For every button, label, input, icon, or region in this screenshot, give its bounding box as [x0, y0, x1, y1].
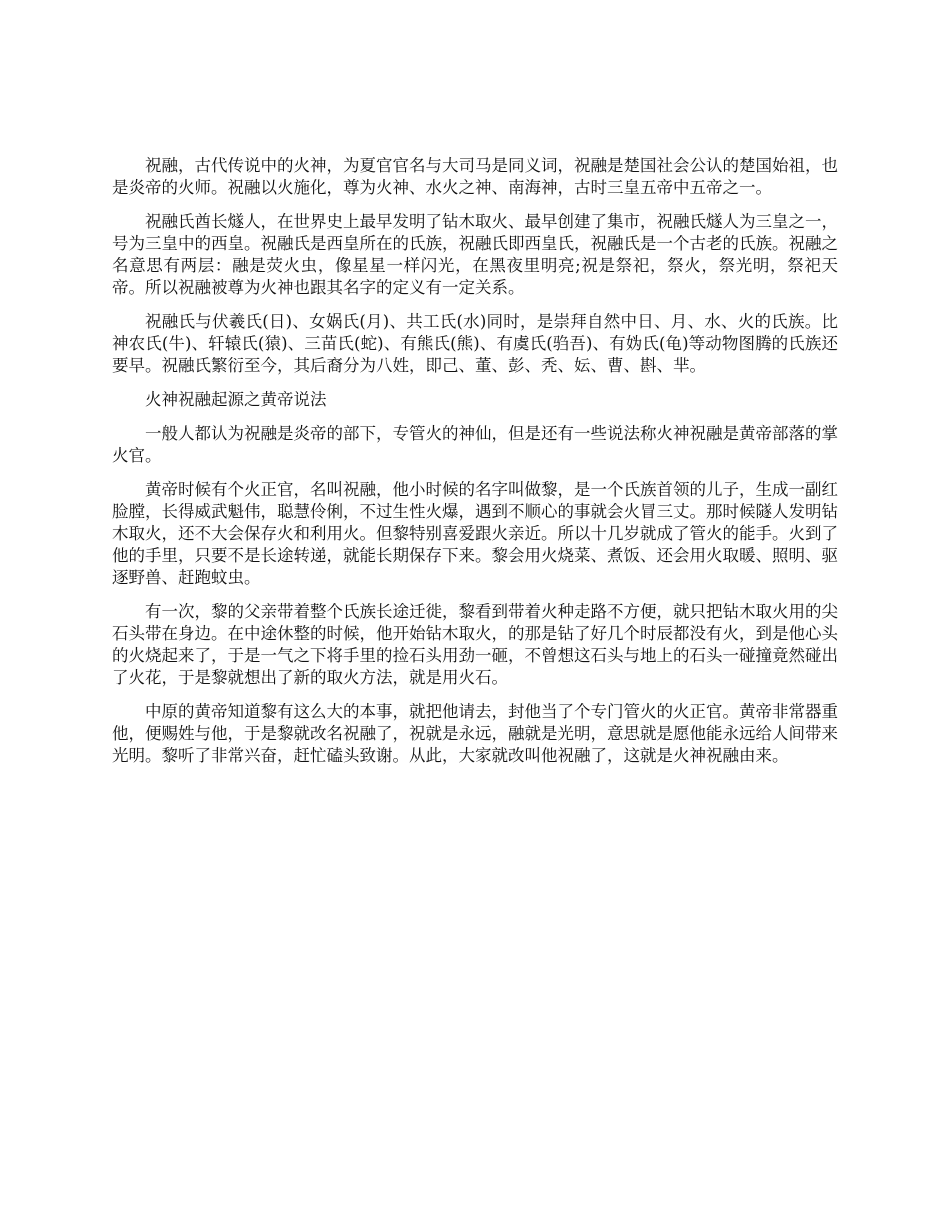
document-body: [112, 155, 838, 779]
paragraph-yellow-emperor: 一般人都认为祝融是炎帝的部下，专管火的神仙，但是还有一些说法称火神祝融是黄帝部落的掌火官。: [112, 424, 838, 465]
paragraph-suiren: 祝融氏酋长燧人，在世界史上最早发明了钻木取火、最早创建了集市，祝融氏燧人为三皇之一，号为三皇中的西皇。祝融氏是西皇所在的氏族，祝融氏即西皇氏，祝融氏是一个古老的氏族。祝融之名意思有两层：融是荧火虫，像星星一样闪光，在黑夜里明亮;祝是祭祀，祭火，祭光明，祭祀天帝。所以祝融被尊为火神也跟其名字的定义有一定关系。: [112, 212, 838, 297]
paragraph-origin: 中原的黄帝知道黎有这么大的本事，就把他请去，封他当了个专门管火的火正官。黄帝非常器重他，便赐姓与他，于是黎就改名祝融了，祝就是永远，融就是光明，意思就是愿他能永远给人间带来光明。黎听了非常兴奋，赶忙磕头致谢。从此，大家就改叫他祝融了，这就是火神祝融由来。: [112, 702, 838, 765]
section-heading: 火神祝融起源之黄帝说法: [145, 390, 327, 409]
paragraph-clans: 祝融氏与伏羲氏(日)、女娲氏(月)、共工氏(水)同时，是崇拜自然中日、月、水、火的氏族。比神农氏(牛)、轩辕氏(猿)、三苗氏(蛇)、有熊氏(熊)、有虞氏(驺吾)、有妫氏(龟)等动物图腾的氏族还要早。祝融氏繁衍至今，其后裔分为八姓，即己、董、彭、秃、妘、曹、斟、芈。: [112, 312, 838, 375]
paragraph-flint: 有一次，黎的父亲带着整个氏族长途迁徙，黎看到带着火种走路不方便，就只把钻木取火用的尖石头带在身边。在中途休整的时候，他开始钻木取火，的那是钻了好几个时辰都没有火，到是他心头的火烧起来了，于是一气之下将手里的捡石头用劲一砸，不曾想这石头与地上的石头一碰撞竟然碰出了火花，于是黎就想出了新的取火方法，就是用火石。: [112, 602, 838, 687]
paragraph-intro: 祝融，古代传说中的火神，为夏官官名与大司马是同义词，祝融是楚国社会公认的楚国始祖，也是炎帝的火师。祝融以火施化，尊为火神、水火之神、南海神，古时三皇五帝中五帝之一。: [112, 156, 838, 197]
paragraph-li-childhood: 黄帝时候有个火正官，名叫祝融，他小时候的名字叫做黎，是一个氏族首领的儿子，生成一副红脸膛，长得威武魁伟，聪慧伶俐，不过生性火爆，遇到不顺心的事就会火冒三丈。那时候隧人发明钻木取火，还不大会保存火和利用火。但黎特别喜爱跟火亲近。所以十几岁就成了管火的能手。火到了他的手里，只要不是长途转递，就能长期保存下来。黎会用火烧菜、煮饭、还会用火取暖、照明、驱逐野兽、赶跑蚊虫。: [112, 480, 838, 587]
